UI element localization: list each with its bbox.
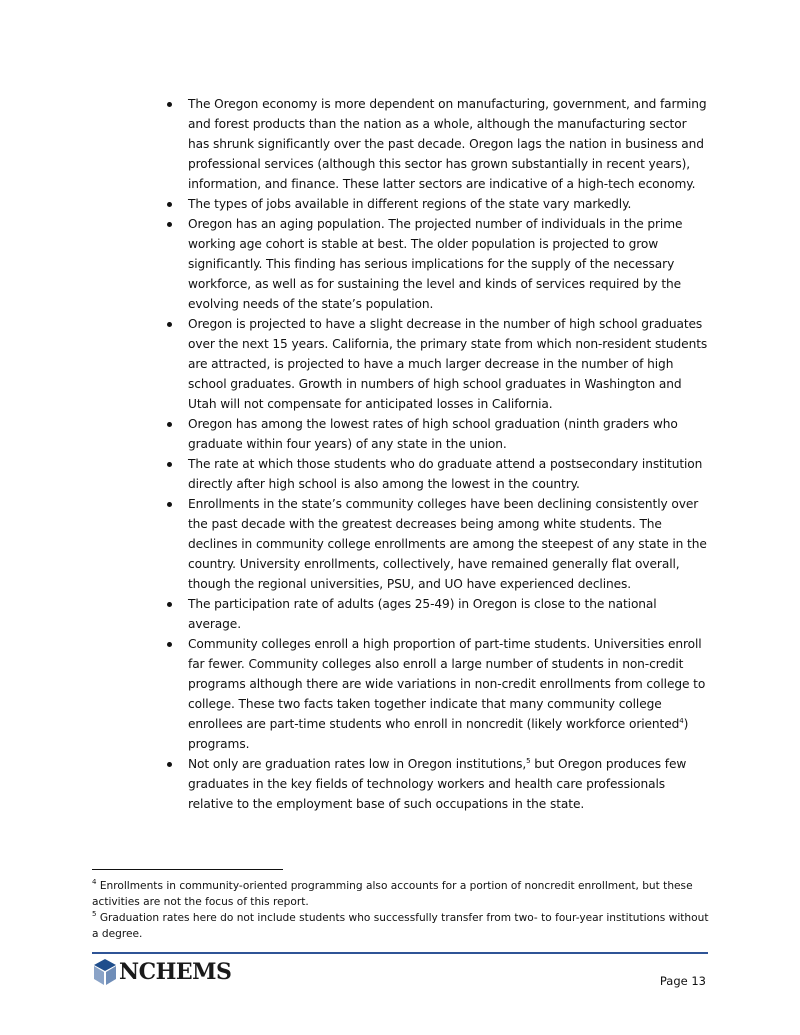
bullet-item: The types of jobs available in different regions of the state vary markedly.	[188, 194, 710, 214]
nchems-logo	[93, 958, 231, 986]
logo-text: NCHEMS	[119, 959, 232, 985]
footnote-5: $^5$ Graduation rates here do not include students who successfully transfer from two- to four-year institutions without a degree.	[92, 910, 709, 940]
bullet-item: Enrollments in the state’s community colleges have been declining consistently over the past decade with the greatest decreases being among white students. The declines in community college enrollments are among the steepest of any state in the country. University enrollments, collectively, have remained generally flat overall, though the regional universities, PSU, and UO have experienced declines.	[188, 494, 710, 594]
bullet-item: Oregon is projected to have a slight decrease in the number of high school graduates over the next 15 years. California, the primary state from which non-resident students are attracted, is projected to have a much larger decrease in the number of high school graduates. Growth in numbers of high school graduates in Washington and Utah will not compensate for anticipated losses in California.	[188, 314, 710, 414]
footnote-4: $^4$ Enrollments in community-oriented programming also accounts for a portion of noncredit enrollment, but these activities are not the focus of this report.	[92, 878, 693, 908]
footnotes	[92, 878, 712, 942]
bullet-item: Community colleges enroll a high proportion of part-time students. Universities enroll far fewer. Community colleges also enroll a large number of students in non-credit programs although there are wide variations in non-credit enrollments from college to college. These two facts taken together indicate that many community college enrollees are part-time students who enroll in noncredit (likely workforce oriented$^4$) programs.	[188, 634, 710, 754]
page-number: Page 13	[659, 974, 706, 988]
bullet-list	[188, 94, 710, 814]
bullet-item: The rate at which those students who do graduate attend a postsecondary institution directly after high school is also among the lowest in the country.	[188, 454, 710, 494]
bullet-item: The participation rate of adults (ages 25-49) in Oregon is close to the national average.	[188, 594, 710, 634]
bullet-item: The Oregon economy is more dependent on manufacturing, government, and farming and forest products than the nation as a whole, although the manufacturing sector has shrunk significantly over the past decade. Oregon lags the nation in business and professional services (although this sector has grown substantially in recent years), information, and finance. These latter sectors are indicative of a high-tech economy.	[188, 94, 710, 194]
footnote-separator	[92, 869, 283, 870]
cube-icon	[93, 958, 117, 986]
footer-rule	[92, 952, 708, 954]
bullet-item: Oregon has among the lowest rates of high school graduation (ninth graders who graduate within four years) of any state in the union.	[188, 414, 710, 454]
bullet-item: Oregon has an aging population. The projected number of individuals in the prime working age cohort is stable at best. The older population is projected to grow significantly. This finding has serious implications for the supply of the necessary workforce, as well as for sustaining the level and kinds of services required by the evolving needs of the state’s population.	[188, 214, 710, 314]
bullet-item: Not only are graduation rates low in Oregon institutions,$^5$ but Oregon produces few graduates in the key fields of technology workers and health care professionals relative to the employment base of such occupations in the state.	[188, 754, 710, 814]
